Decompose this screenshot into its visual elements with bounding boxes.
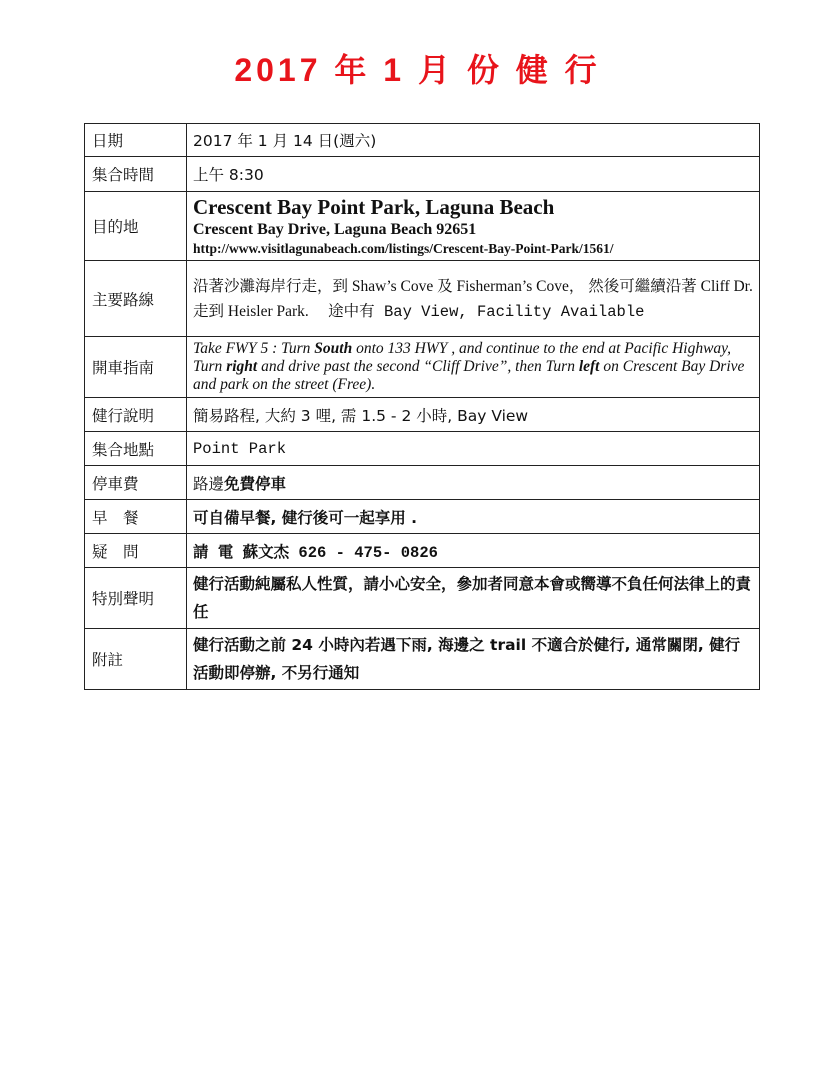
driving-left: left: [578, 358, 600, 375]
table-row: [85, 534, 760, 568]
table-row: [85, 629, 760, 690]
parking-free: 免費停車: [224, 474, 287, 493]
route-label: 主要路線: [85, 261, 187, 337]
table-row: [85, 124, 760, 157]
hike-info-label: 健行說明: [85, 398, 187, 432]
table-row: [85, 261, 760, 337]
table-row: [85, 568, 760, 629]
meet-time-value: 上午 8:30: [187, 157, 760, 192]
table-row: [85, 466, 760, 500]
destination-url[interactable]: http://www.visitlagunabeach.com/listings/Crescent-Bay-Point-Park/1561/: [193, 241, 614, 256]
driving-south: South: [314, 340, 353, 357]
destination-name: Crescent Bay Point Park, Laguna Beach: [193, 195, 555, 219]
questions-label: 疑 問: [85, 534, 187, 568]
route-value: [187, 261, 760, 337]
date-value: 2017 年 1 月 14 日(週六): [187, 124, 760, 157]
route-text: 沿著沙灘海岸行走，到 Shaw’s Cove 及 Fisherman’s Cove， 然後可繼續沿著 Cliff Dr. 走到 Heisler Park. 途中有: [193, 277, 753, 320]
driving-text-3: and drive past the second “Cliff Drive”, then Turn: [257, 358, 579, 375]
disclaimer-label: 特別聲明: [85, 568, 187, 629]
page-title: 2017 年 1 月 份 健 行: [234, 52, 601, 88]
driving-text-2: onto 133 HWY , and continue to the end at Pacific Highway, Turn: [193, 340, 732, 375]
destination-address: Crescent Bay Drive, Laguna Beach 92651: [193, 221, 477, 238]
notes-value: 健行活動之前 24 小時內若遇下雨, 海邊之 trail 不適合於健行, 通常關閉, 健行活動即停辦, 不另行通知: [187, 629, 760, 690]
hike-info-value: 簡易路程, 大約 3 哩, 需 1.5 - 2 小時, Bay View: [187, 398, 760, 432]
table-row: [85, 337, 760, 398]
questions-value: 請 電 蘇文杰 626 - 475- 0826: [187, 534, 760, 568]
driving-label: 開車指南: [85, 337, 187, 398]
parking-text: 路邊: [193, 475, 225, 493]
parking-value: [187, 466, 760, 500]
table-row: [85, 157, 760, 192]
destination-value: [187, 192, 760, 261]
hike-info-table: [84, 123, 760, 690]
breakfast-label: 早 餐: [85, 500, 187, 534]
driving-text-4: on Crescent Bay Drive and park on the street (Free).: [193, 358, 745, 393]
meet-time-label: 集合時間: [85, 157, 187, 192]
table-row: [85, 398, 760, 432]
route-features: Bay View, Facility Available: [374, 302, 645, 321]
breakfast-value: 可自備早餐, 健行後可一起享用 .: [187, 500, 760, 534]
table-row: [85, 192, 760, 261]
meet-place-value: Point Park: [187, 432, 760, 466]
parking-label: 停車費: [85, 466, 187, 500]
meet-place-label: 集合地點: [85, 432, 187, 466]
table-row: [85, 432, 760, 466]
notes-label: 附註: [85, 629, 187, 690]
table-row: [85, 500, 760, 534]
driving-value: [187, 337, 760, 398]
destination-label: 目的地: [85, 192, 187, 261]
date-label: 日期: [85, 124, 187, 157]
disclaimer-value: 健行活動純屬私人性質，請小心安全，參加者同意本會或嚮導不負任何法律上的責任: [187, 568, 760, 629]
driving-text-1: Take FWY 5 : Turn: [193, 340, 315, 357]
driving-right: right: [226, 358, 258, 375]
